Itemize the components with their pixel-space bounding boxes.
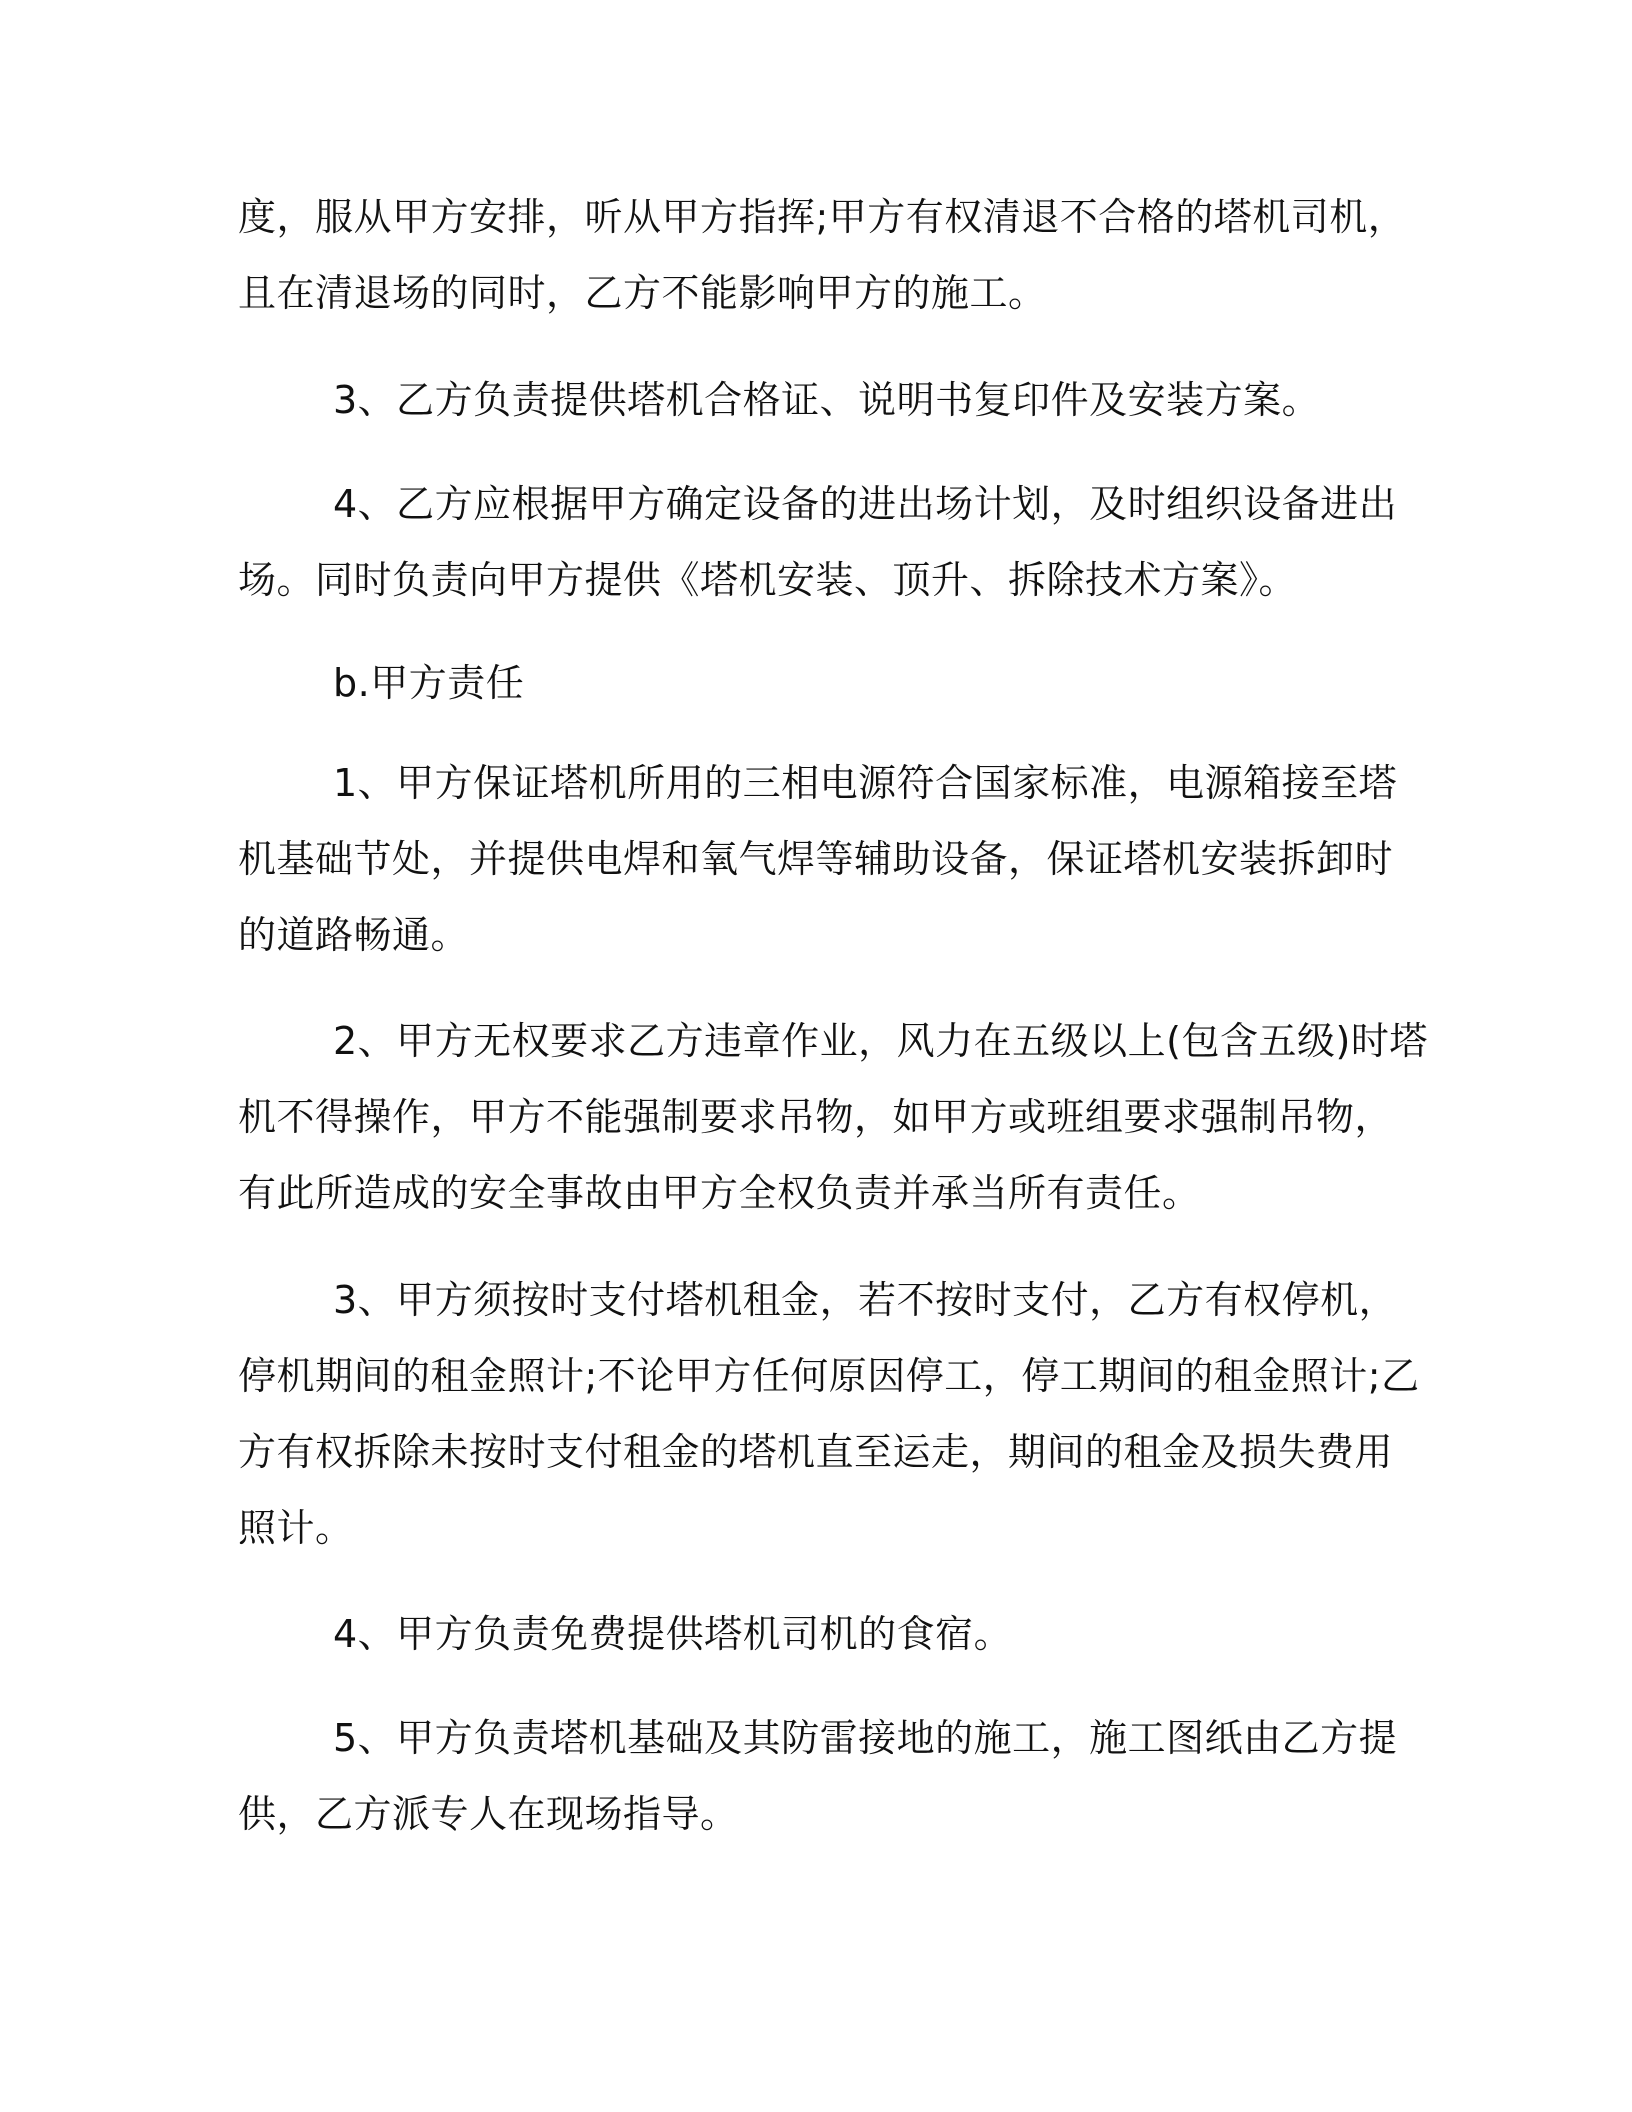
text-line: 场。同时负责向甲方提供《塔机安装、顶升、拆除技术方案》。 <box>238 558 1298 602</box>
text-line: b.甲方责任 <box>333 661 525 705</box>
text-line: 1、甲方保证塔机所用的三相电源符合国家标准，电源箱接至塔 <box>333 761 1398 805</box>
text-line: 机基础节处，并提供电焊和氧气焊等辅助设备，保证塔机安装拆卸时 <box>238 837 1394 881</box>
text-line: 4、乙方应根据甲方确定设备的进出场计划，及时组织设备进出 <box>333 482 1398 526</box>
text-line: 照计。 <box>238 1506 354 1550</box>
text-line: 机不得操作，甲方不能强制要求吊物，如甲方或班组要求强制吊物， <box>238 1095 1394 1139</box>
text-line: 3、乙方负责提供塔机合格证、说明书复印件及安装方案。 <box>333 378 1321 422</box>
text-line: 停机期间的租金照计;不论甲方任何原因停工，停工期间的租金照计;乙 <box>238 1354 1420 1398</box>
section-heading-party-a <box>238 645 1418 721</box>
text-line: 且在清退场的同时，乙方不能影响甲方的施工。 <box>238 271 1047 315</box>
paragraph-party-b-item-4 <box>238 466 1418 618</box>
paragraph-party-b-item-3 <box>238 362 1418 438</box>
paragraph-continuation <box>238 179 1418 331</box>
text-line: 方有权拆除未按时支付租金的塔机直至运走，期间的租金及损失费用 <box>238 1430 1394 1474</box>
text-line: 的道路畅通。 <box>238 913 470 957</box>
text-line: 3、甲方须按时支付塔机租金，若不按时支付，乙方有权停机， <box>333 1278 1398 1322</box>
paragraph-party-a-item-4 <box>238 1596 1418 1672</box>
text-line: 有此所造成的安全事故由甲方全权负责并承当所有责任。 <box>238 1171 1201 1215</box>
paragraph-party-a-item-2 <box>238 1003 1428 1231</box>
text-line: 2、甲方无权要求乙方违章作业，风力在五级以上(包含五级)时塔 <box>333 1019 1428 1063</box>
text-line: 度，服从甲方安排，听从甲方指挥;甲方有权清退不合格的塔机司机， <box>238 195 1407 239</box>
paragraph-party-a-item-1 <box>238 745 1418 973</box>
text-line: 4、甲方负责免费提供塔机司机的食宿。 <box>333 1612 1013 1656</box>
paragraph-party-a-item-5 <box>238 1700 1418 1852</box>
paragraph-party-a-item-3 <box>238 1262 1418 1566</box>
text-line: 5、甲方负责塔机基础及其防雷接地的施工，施工图纸由乙方提 <box>333 1716 1398 1760</box>
text-line: 供，乙方派专人在现场指导。 <box>238 1792 739 1836</box>
